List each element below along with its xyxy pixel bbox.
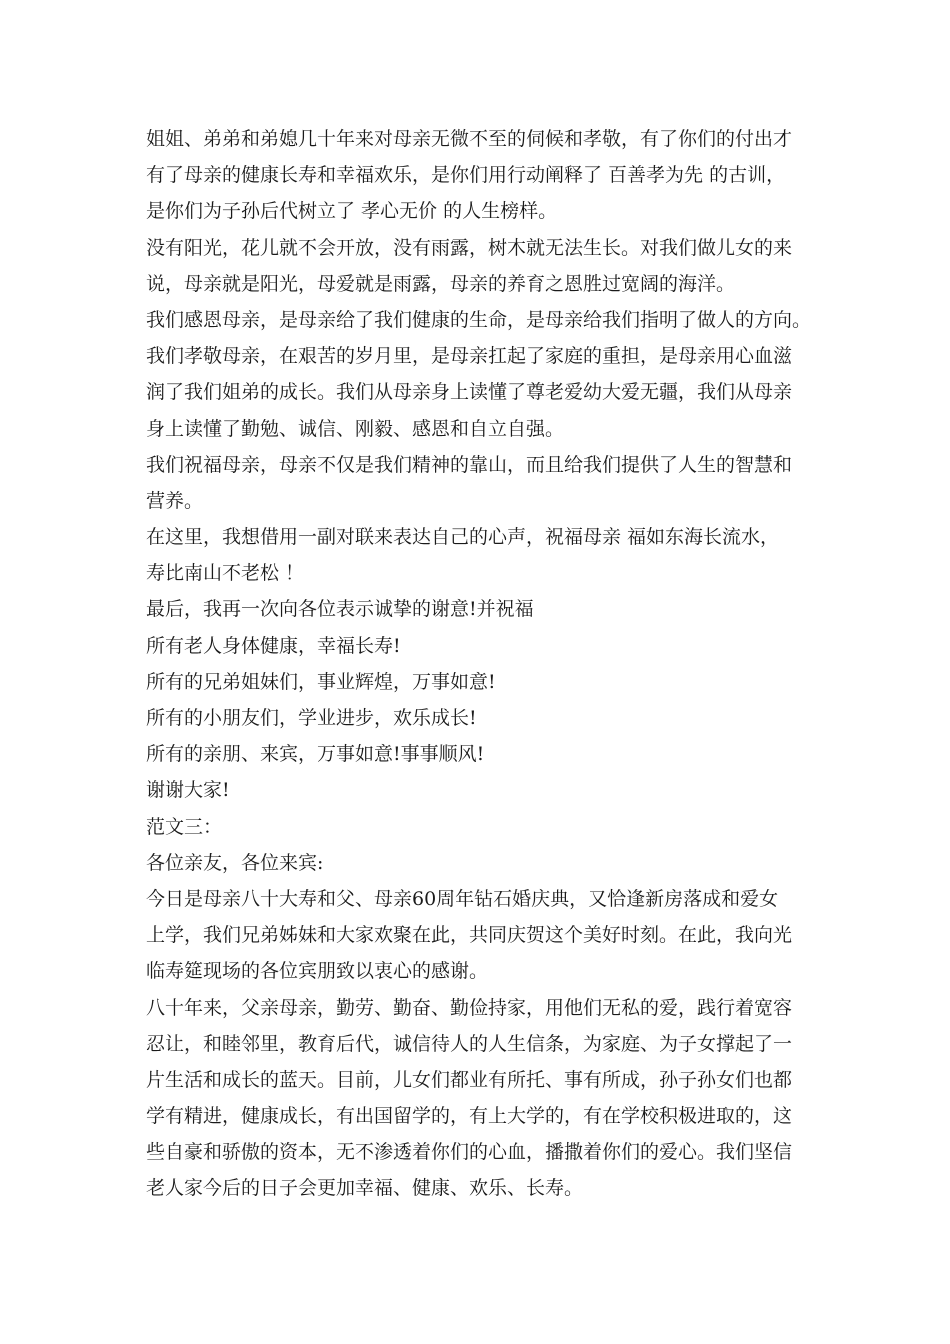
text-line: 寿比南山不老松 ！: [146, 562, 305, 585]
text-line: 说，母亲就是阳光，母爱就是雨露，母亲的养育之恩胜过宽阔的海洋。: [146, 272, 736, 295]
text-line: 所有的小朋友们，学业进步，欢乐成长!: [146, 707, 477, 729]
text-line: 八十年来，父亲母亲，勤劳、勤奋、勤俭持家，用他们无私的爱，践行着宽容: [146, 996, 793, 1019]
text-line: 老人家今后的日子会更加幸福、健康、欢乐、长寿。: [146, 1177, 584, 1200]
text-line: 些自豪和骄傲的资本，无不渗透着你们的心血，播撒着你们的爱心。我们坚信: [146, 1141, 793, 1164]
text-line: 是你们为子孙后代树立了 孝心无价 的人生榜样。: [146, 200, 558, 223]
text-line: 身上读懂了勤勉、诚信、刚毅、感恩和自立自强。: [146, 417, 565, 440]
text-line: 片生活和成长的蓝天。目前，儿女们都业有所托、事有所成，孙子孙女们也都: [146, 1068, 793, 1091]
text-line: 临寿筵现场的各位宾朋致以衷心的感谢。: [146, 960, 489, 983]
text-line: 最后，我再一次向各位表示诚挚的谢意!并祝福: [146, 598, 534, 621]
text-line: 谢谢大家!: [146, 779, 230, 802]
text-line: 没有阳光，花儿就不会开放，没有雨露，树木就无法生长。对我们做儿女的来: [146, 236, 793, 259]
salutation: 各位亲友，各位来宾:: [146, 851, 324, 874]
text-line: 润了我们姐弟的成长。我们从母亲身上读懂了尊老爱幼大爱无疆，我们从母亲: [146, 381, 793, 404]
text-line: 在这里，我想借用一副对联来表达自己的心声，祝福母亲 福如东海长流水，: [146, 526, 780, 549]
text-line: 学有精进，健康成长，有出国留学的，有上大学的，有在学校积极进取的，这: [146, 1105, 793, 1128]
text-line: 上学，我们兄弟姊妹和大家欢聚在此，共同庆贺这个美好时刻。在此，我向光: [146, 924, 793, 947]
text-line: 营养。: [146, 489, 204, 512]
text-line: 所有的兄弟姐妹们，事业辉煌，万事如意!: [146, 670, 496, 693]
text-line: 我们孝敬母亲，在艰苦的岁月里，是母亲扛起了家庭的重担，是母亲用心血滋: [146, 345, 793, 368]
text-line: 我们祝福母亲，母亲不仅是我们精神的靠山，而且给我们提供了人生的智慧和: [146, 453, 793, 476]
text-line: 所有的亲朋、来宾，万事如意!事事顺风!: [146, 743, 485, 766]
document-body: [146, 121, 826, 1207]
text-line: 姐姐、弟弟和弟媳几十年来对母亲无微不至的伺候和孝敬，有了你们的付出才: [146, 128, 793, 150]
section-heading: 范文三：: [146, 815, 223, 838]
text-line: 有了母亲的健康长寿和幸福欢乐，是你们用行动阐释了 百善孝为先 的古训，: [146, 164, 786, 187]
text-line: 所有老人身体健康，幸福长寿!: [146, 634, 401, 657]
text-line: 今日是母亲八十大寿和父、母亲60周年钻石婚庆典，又恰逢新房落成和爱女: [146, 887, 779, 910]
text-line: 我们感恩母亲，是母亲给了我们健康的生命，是母亲给我们指明了做人的方向。: [146, 308, 812, 331]
text-line: 忍让，和睦邻里，教育后代，诚信待人的人生信条，为家庭、为子女撑起了一: [146, 1032, 793, 1055]
